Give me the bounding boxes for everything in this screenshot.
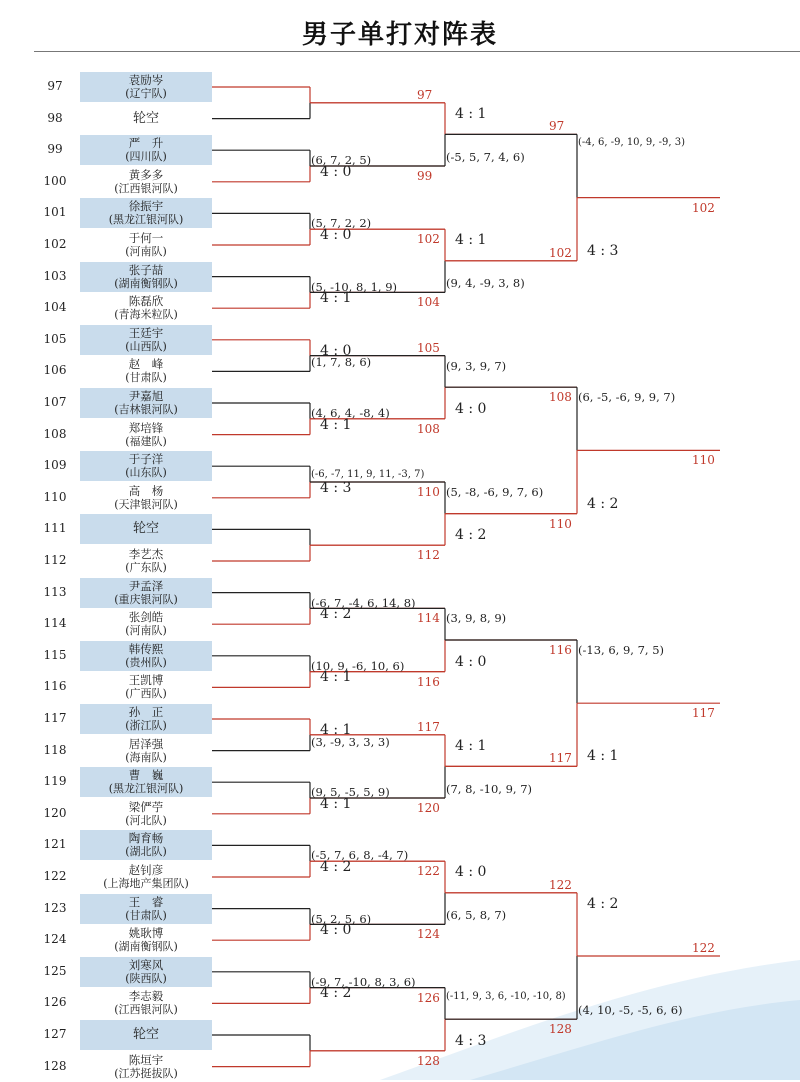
- match-winner-number: 108: [549, 390, 572, 405]
- player-name: 陈磊欣: [128, 294, 164, 309]
- seed-number: 120: [43, 805, 67, 820]
- seed-number: 118: [43, 742, 67, 757]
- match-winner-number: 110: [417, 485, 440, 499]
- match-game-scores: (-6, 7, -4, 6, 14, 8): [311, 595, 416, 610]
- seed-number: 128: [43, 1058, 67, 1073]
- match-score: 4 : 0: [455, 653, 487, 670]
- player-team: (湖南衡钢队): [114, 940, 178, 954]
- player-entry: [80, 451, 212, 481]
- match-winner-number: 108: [417, 421, 440, 436]
- match-winner-number: 122: [417, 864, 440, 879]
- match-game-scores: (6, 7, 2, 5): [311, 153, 372, 168]
- match-score: 4 : 2: [320, 985, 352, 1002]
- player-entry: [80, 230, 212, 260]
- player-team: (甘肃队): [125, 908, 167, 922]
- player-entry: [80, 736, 212, 766]
- seed-number: 127: [43, 1027, 67, 1041]
- seed-number: 104: [43, 300, 67, 315]
- player-name: 梁俨苧: [128, 799, 164, 814]
- match-winner-number: 116: [417, 674, 440, 689]
- player-team: (四川队): [125, 150, 167, 164]
- player-name: 赵 峰: [128, 357, 164, 372]
- player-team: (江西银河队): [114, 181, 178, 195]
- match-score: 4 : 3: [320, 479, 352, 496]
- page-title: 男子单打对阵表: [301, 20, 498, 50]
- player-name: 袁励岑: [128, 73, 164, 87]
- match-game-scores: (9, 5, -5, 5, 9): [311, 785, 390, 800]
- seed-number: 106: [43, 363, 67, 378]
- player-team: (河南队): [125, 624, 167, 638]
- player-team: (辽宁队): [125, 87, 167, 100]
- match-score: 4 : 1: [455, 232, 487, 249]
- player-entry: [80, 609, 212, 639]
- match-winner-number: 97: [549, 119, 565, 134]
- match-score: 4 : 1: [320, 722, 352, 738]
- match-winner-number: 110: [549, 516, 572, 531]
- match-score: 4 : 1: [320, 669, 352, 686]
- player-entry: [80, 641, 212, 671]
- player-entry: [80, 862, 212, 892]
- match-score: 4 : 1: [455, 737, 487, 754]
- seed-number: 97: [47, 79, 63, 93]
- match-winner-number: 102: [417, 232, 440, 247]
- player-team: (贵州队): [125, 655, 167, 669]
- player-entry: [80, 388, 212, 418]
- player-name: 刘寒风: [128, 957, 164, 972]
- match-winner-number: 105: [417, 340, 440, 355]
- player-name: 王廷宇: [128, 325, 164, 340]
- player-entry: [80, 356, 212, 386]
- match-game-scores: (4, 6, 4, -8, 4): [311, 406, 390, 420]
- player-entry: [80, 767, 212, 797]
- match-winner-number: 104: [417, 295, 440, 310]
- match-score: 4 : 0: [320, 163, 352, 180]
- match-winner-number: 110: [692, 453, 715, 468]
- match-game-scores: (1, 7, 8, 6): [311, 355, 372, 370]
- match-game-scores: (5, -10, 8, 1, 9): [311, 279, 398, 294]
- match-score: 4 : 0: [320, 227, 352, 243]
- player-name: 赵钊彦: [128, 863, 164, 877]
- player-name: 姚耿博: [128, 926, 164, 941]
- player-team: (甘肃队): [125, 371, 167, 385]
- match-game-scores: (-6, -7, 11, 9, 11, -3, 7): [311, 469, 425, 481]
- match-score: 4 : 2: [587, 495, 619, 512]
- match-winner-number: 117: [692, 706, 715, 721]
- match-game-scores: (-11, 9, 3, 6, -10, -10, 8): [446, 990, 566, 1002]
- player-entry: [80, 104, 212, 134]
- player-team: (陕西队): [125, 971, 167, 985]
- match-game-scores: (9, 4, -9, 3, 8): [446, 276, 525, 291]
- player-name: 孙 正: [128, 705, 164, 719]
- seed-number: 98: [47, 110, 63, 125]
- player-name: 高 杨: [128, 483, 164, 498]
- seed-number: 126: [43, 995, 67, 1010]
- player-name: 尹嘉旭: [128, 389, 164, 403]
- player-team: (山东队): [125, 466, 167, 480]
- player-entry: [80, 988, 212, 1018]
- seed-number: 125: [43, 963, 67, 978]
- match-game-scores: (-13, 6, 9, 7, 5): [578, 643, 665, 657]
- seed-number: 107: [43, 395, 67, 409]
- player-team: (湖北队): [125, 845, 167, 859]
- player-team: (山西队): [125, 339, 167, 353]
- player-entry: [80, 198, 212, 228]
- seed-number: 103: [43, 268, 67, 283]
- match-winner-number: 128: [417, 1053, 440, 1068]
- seed-number: 112: [43, 553, 67, 567]
- player-name: 轮空: [132, 521, 159, 537]
- match-game-scores: (-4, 6, -9, 10, 9, -9, 3): [578, 137, 685, 149]
- match-score: 4 : 2: [455, 527, 487, 544]
- match-game-scores: (5, 2, 5, 6): [311, 911, 372, 926]
- seed-number: 117: [43, 711, 67, 725]
- match-game-scores: (-9, 7, -10, 8, 3, 6): [311, 974, 416, 989]
- match-score: 4 : 2: [587, 895, 619, 912]
- player-entry: [80, 578, 212, 608]
- player-name: 黄多多: [128, 167, 164, 182]
- match-score: 4 : 1: [320, 290, 352, 307]
- player-entry: [80, 262, 212, 292]
- player-team: (海南队): [125, 750, 167, 764]
- match-winner-number: 102: [692, 200, 715, 215]
- player-entry: [80, 704, 212, 734]
- seed-number: 108: [43, 426, 67, 441]
- player-team: (湖南衡钢队): [114, 276, 178, 290]
- player-name: 于何一: [128, 231, 164, 245]
- match-winner-number: 120: [417, 801, 440, 815]
- seed-number: 100: [43, 173, 67, 188]
- player-team: (浙江队): [125, 719, 167, 732]
- match-game-scores: (5, -8, -6, 9, 7, 6): [446, 485, 544, 499]
- match-winner-number: 114: [417, 611, 440, 626]
- match-score: 4 : 0: [320, 342, 352, 359]
- match-score: 4 : 0: [320, 922, 352, 939]
- player-team: (青海米粒队): [114, 308, 178, 322]
- match-game-scores: (3, 9, 8, 9): [446, 611, 507, 626]
- player-entry: [80, 135, 212, 165]
- seed-number: 121: [43, 837, 67, 852]
- match-game-scores: (-5, 7, 6, 8, -4, 7): [311, 848, 409, 863]
- player-name: 曹 巍: [128, 768, 164, 783]
- match-game-scores: (9, 3, 9, 7): [446, 358, 507, 373]
- player-name: 李艺杰: [128, 547, 164, 561]
- match-score: 4 : 1: [587, 748, 619, 765]
- match-game-scores: (4, 10, -5, -5, 6, 6): [578, 1003, 683, 1018]
- match-game-scores: (3, -9, 3, 3, 3): [311, 734, 390, 749]
- player-name: 居泽强: [128, 736, 164, 751]
- player-entry: [80, 483, 212, 513]
- player-team: (江苏挺拔队): [114, 1066, 178, 1080]
- seed-number: 122: [43, 869, 67, 883]
- match-score: 4 : 1: [320, 416, 352, 433]
- seed-number: 110: [43, 489, 67, 504]
- match-winner-number: 128: [549, 1022, 572, 1037]
- match-score: 4 : 2: [320, 606, 352, 623]
- seed-number: 109: [43, 458, 67, 473]
- player-entry: [80, 293, 212, 323]
- player-entry: [80, 925, 212, 955]
- seed-number: 116: [43, 679, 67, 694]
- match-winner-number: 102: [549, 245, 572, 260]
- player-name: 韩传熙: [128, 641, 164, 656]
- player-team: (吉林银河队): [114, 403, 178, 416]
- seed-number: 101: [43, 205, 67, 220]
- match-winner-number: 112: [417, 548, 440, 563]
- player-name: 轮空: [132, 1027, 159, 1042]
- match-score: 4 : 3: [587, 242, 619, 259]
- player-name: 严 升: [128, 136, 164, 151]
- match-winner-number: 126: [417, 990, 440, 1005]
- player-team: (广东队): [125, 561, 167, 574]
- player-entry: [80, 830, 212, 860]
- seed-number: 119: [43, 774, 67, 789]
- player-entry: [80, 799, 212, 829]
- match-score: 4 : 3: [455, 1032, 487, 1049]
- player-name: 轮空: [132, 110, 159, 126]
- match-winner-number: 117: [549, 751, 572, 766]
- player-entry: [80, 325, 212, 355]
- match-winner-number: 99: [417, 169, 433, 183]
- player-name: 王凯博: [128, 673, 164, 688]
- player-team: (河南队): [125, 245, 167, 258]
- seed-number: 123: [43, 900, 67, 915]
- player-name: 李志毅: [128, 989, 164, 1004]
- match-winner-number: 97: [417, 87, 433, 102]
- player-entry: [80, 420, 212, 450]
- player-name: 徐振宇: [128, 199, 164, 214]
- match-winner-number: 124: [417, 927, 440, 942]
- match-game-scores: (6, -5, -6, 9, 9, 7): [578, 390, 676, 405]
- match-winner-number: 117: [417, 719, 440, 734]
- match-score: 4 : 0: [455, 864, 487, 881]
- player-team: (上海地产集团队): [103, 877, 189, 890]
- player-name: 张子喆: [128, 262, 164, 277]
- match-winner-number: 116: [549, 643, 572, 657]
- player-name: 王 睿: [128, 894, 164, 909]
- player-team: (天津银河队): [114, 497, 178, 511]
- player-team: (广西队): [125, 687, 167, 701]
- player-name: 于子洋: [128, 452, 164, 467]
- seed-number: 111: [43, 521, 67, 536]
- player-entry: [80, 167, 212, 197]
- player-name: 张剑皓: [128, 610, 164, 625]
- player-entry: [80, 546, 212, 576]
- player-team: (河北队): [125, 813, 167, 827]
- match-game-scores: (10, 9, -6, 10, 6): [311, 658, 405, 673]
- match-game-scores: (-5, 5, 7, 4, 6): [446, 150, 525, 164]
- match-score: 4 : 1: [320, 795, 352, 812]
- player-entry: [80, 514, 212, 544]
- player-name: 尹孟泽: [128, 578, 164, 593]
- seed-number: 114: [43, 616, 67, 631]
- seed-number: 99: [47, 142, 63, 157]
- player-entry: [80, 894, 212, 924]
- player-name: 陶育畅: [128, 831, 164, 846]
- player-entry: [80, 957, 212, 987]
- player-team: (福建队): [125, 434, 167, 448]
- match-game-scores: (6, 5, 8, 7): [446, 908, 507, 923]
- seed-number: 115: [43, 647, 67, 662]
- player-name: 郑培锋: [128, 420, 164, 435]
- seed-number: 124: [43, 932, 67, 947]
- player-entry: [80, 72, 212, 102]
- match-score: 4 : 0: [455, 400, 487, 417]
- match-game-scores: (5, 7, 2, 2): [311, 216, 372, 231]
- player-team: (黑龙江银河队): [108, 782, 184, 796]
- player-team: (黑龙江银河队): [108, 213, 184, 227]
- match-score: 4 : 1: [455, 105, 487, 122]
- match-score: 4 : 2: [320, 859, 352, 875]
- player-team: (重庆银河队): [114, 592, 178, 606]
- seed-number: 113: [43, 584, 67, 599]
- player-entry: [80, 672, 212, 702]
- seed-number: 102: [43, 237, 67, 251]
- match-game-scores: (7, 8, -10, 9, 7): [446, 782, 533, 796]
- player-entry: [80, 1020, 212, 1050]
- match-winner-number: 122: [549, 877, 572, 892]
- player-team: (江西银河队): [114, 1003, 178, 1017]
- seed-number: 105: [43, 331, 67, 346]
- match-winner-number: 122: [692, 941, 715, 955]
- player-entry: [80, 1052, 212, 1082]
- player-name: 陈垣宇: [128, 1052, 164, 1067]
